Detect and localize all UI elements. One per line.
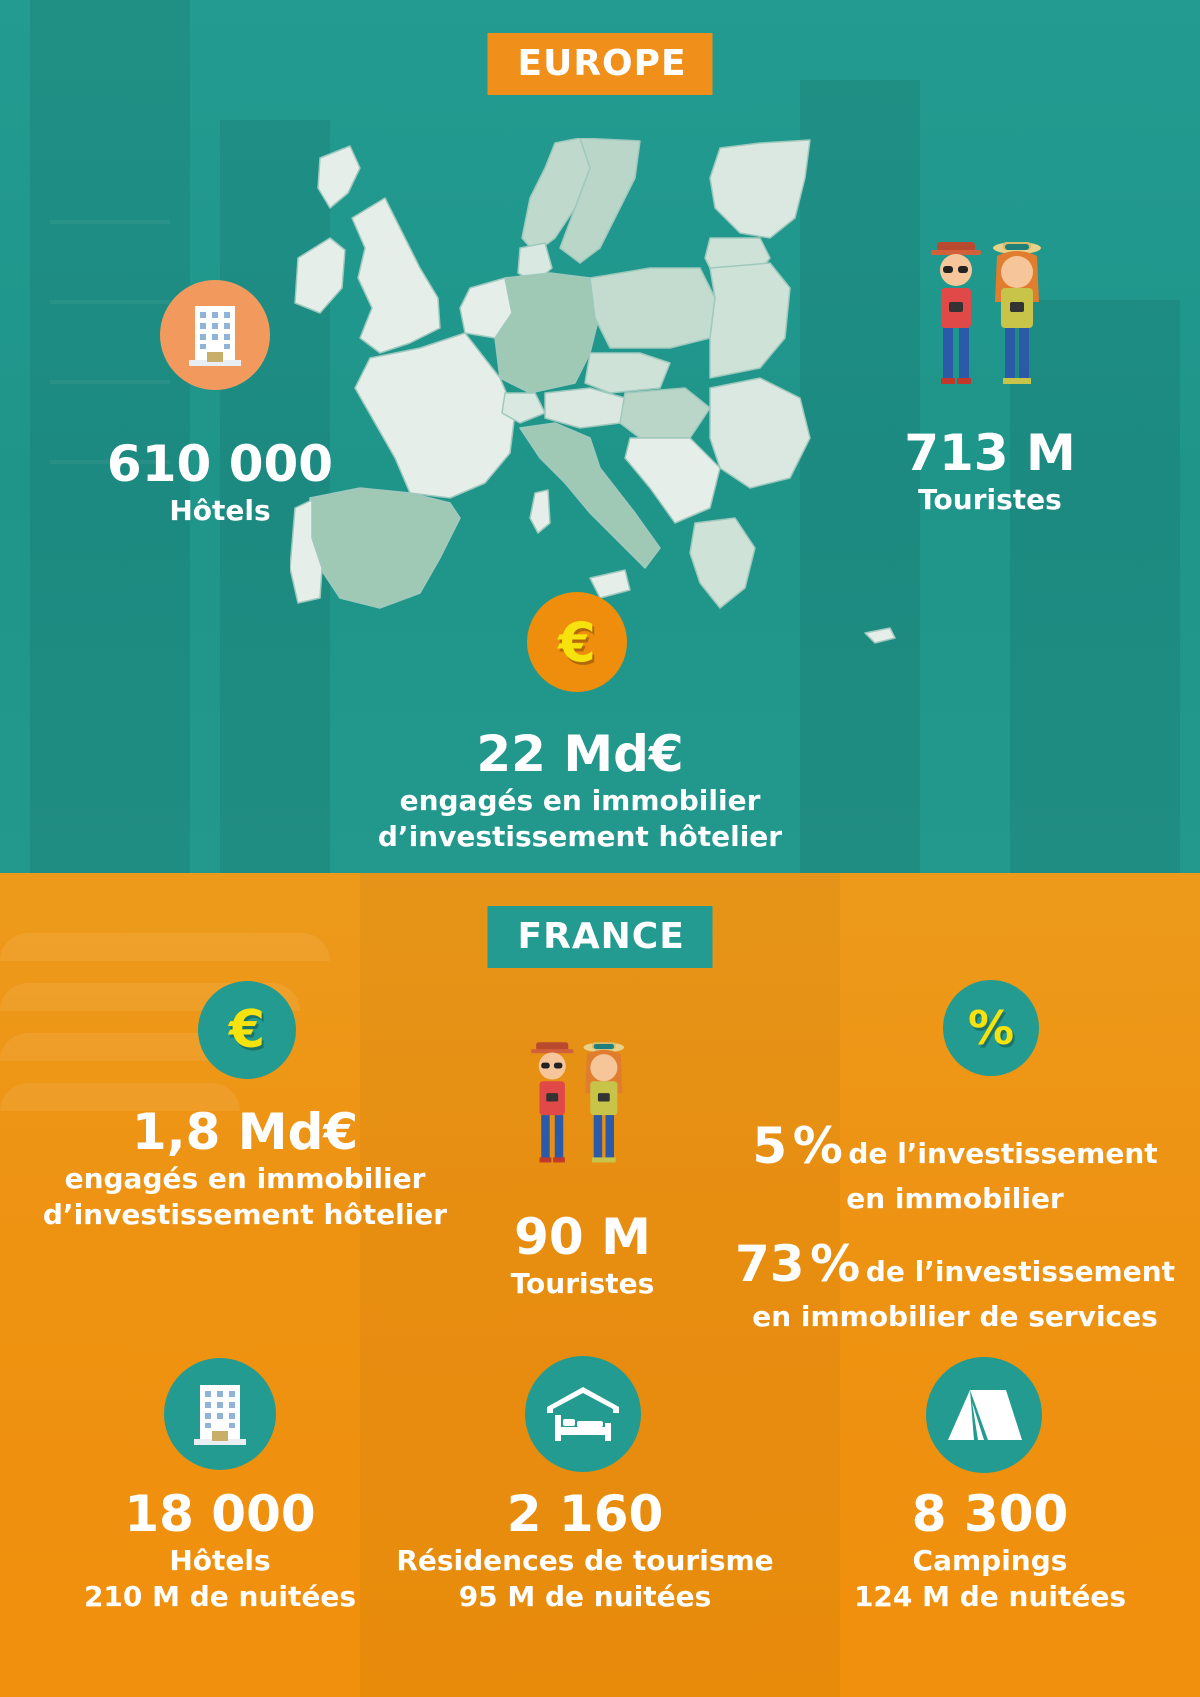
background-lounger — [0, 933, 330, 961]
background-window — [50, 300, 170, 304]
share2-line2: en immobilier de services — [752, 1300, 1158, 1333]
europe-title: EUROPE — [488, 33, 713, 95]
residences-nights: 95 M de nuitées — [458, 1580, 712, 1613]
europe-investment-line2: d’investissement hôtelier — [377, 820, 783, 853]
europe-investment-line1: engagés en immobilier — [399, 784, 761, 817]
hotel-building-icon — [192, 1379, 248, 1449]
residences-value: 2 160 — [506, 1485, 664, 1543]
france-hotels-nights: 210 M de nuitées — [83, 1580, 357, 1613]
france-tourists-label: Touristes — [510, 1267, 655, 1300]
france-investment-line1: engagés en immobilier — [64, 1162, 426, 1195]
france-hotels-stat — [60, 1485, 380, 1615]
france-investment-stat — [20, 1103, 470, 1233]
euro-circle — [527, 592, 627, 692]
tourists-icon — [925, 242, 1055, 402]
percent-icon: % — [967, 1001, 1015, 1055]
europe-hotels-label: Hôtels — [169, 494, 271, 527]
europe-investment-stat — [340, 725, 820, 855]
share1-line1: de l’investissement — [848, 1137, 1158, 1170]
france-tourists-stat — [470, 1208, 695, 1302]
france-investment-value: 1,8 Md€ — [131, 1103, 359, 1161]
bed-house-icon — [543, 1383, 623, 1445]
background-window — [50, 220, 170, 224]
euro-icon: € — [558, 610, 596, 674]
share2-unit: % — [810, 1235, 861, 1293]
france-section — [0, 873, 1200, 1697]
france-title: FRANCE — [488, 906, 713, 968]
france-tourists-value: 90 M — [514, 1208, 651, 1266]
france-hotels-circle — [164, 1358, 276, 1470]
europe-tourists-stat — [860, 424, 1120, 518]
france-investment-line2: d’investissement hôtelier — [42, 1198, 448, 1231]
residences-circle — [525, 1356, 641, 1472]
campings-value: 8 300 — [911, 1485, 1069, 1543]
europe-tourists-label: Touristes — [918, 483, 1062, 516]
share1-unit: % — [792, 1117, 843, 1175]
france-tourists-illustration — [526, 1040, 636, 1180]
campings-label: Campings — [912, 1544, 1068, 1577]
share2-line1: de l’investissement — [865, 1255, 1176, 1288]
france-hotels-label: Hôtels — [169, 1544, 271, 1577]
background-window — [50, 380, 170, 384]
percent-circle — [943, 980, 1039, 1076]
europe-hotels-value: 610 000 — [106, 435, 334, 493]
france-euro-circle — [198, 981, 296, 1079]
campings-nights: 124 M de nuitées — [853, 1580, 1127, 1613]
campings-stat — [820, 1485, 1160, 1615]
share2-number: 73 — [734, 1235, 805, 1293]
europe-investment-value: 22 Md€ — [476, 725, 684, 783]
france-hotels-value: 18 000 — [124, 1485, 316, 1543]
tent-icon — [944, 1384, 1024, 1446]
tourists-icon — [526, 1040, 636, 1180]
euro-icon: € — [228, 1000, 266, 1060]
share1-number: 5 — [752, 1117, 788, 1175]
percent-share-2 — [715, 1235, 1195, 1335]
residences-stat — [390, 1485, 780, 1615]
hotel-building-icon — [187, 300, 243, 370]
campings-circle — [926, 1357, 1042, 1473]
hotels-circle — [160, 280, 270, 390]
europe-hotels-stat — [80, 435, 360, 529]
share1-line2: en immobilier — [846, 1182, 1064, 1215]
europe-tourists-value: 713 M — [904, 424, 1076, 482]
percent-share-1 — [715, 1117, 1195, 1217]
residences-label: Résidences de tourisme — [396, 1544, 774, 1577]
tourists-illustration — [925, 242, 1055, 402]
